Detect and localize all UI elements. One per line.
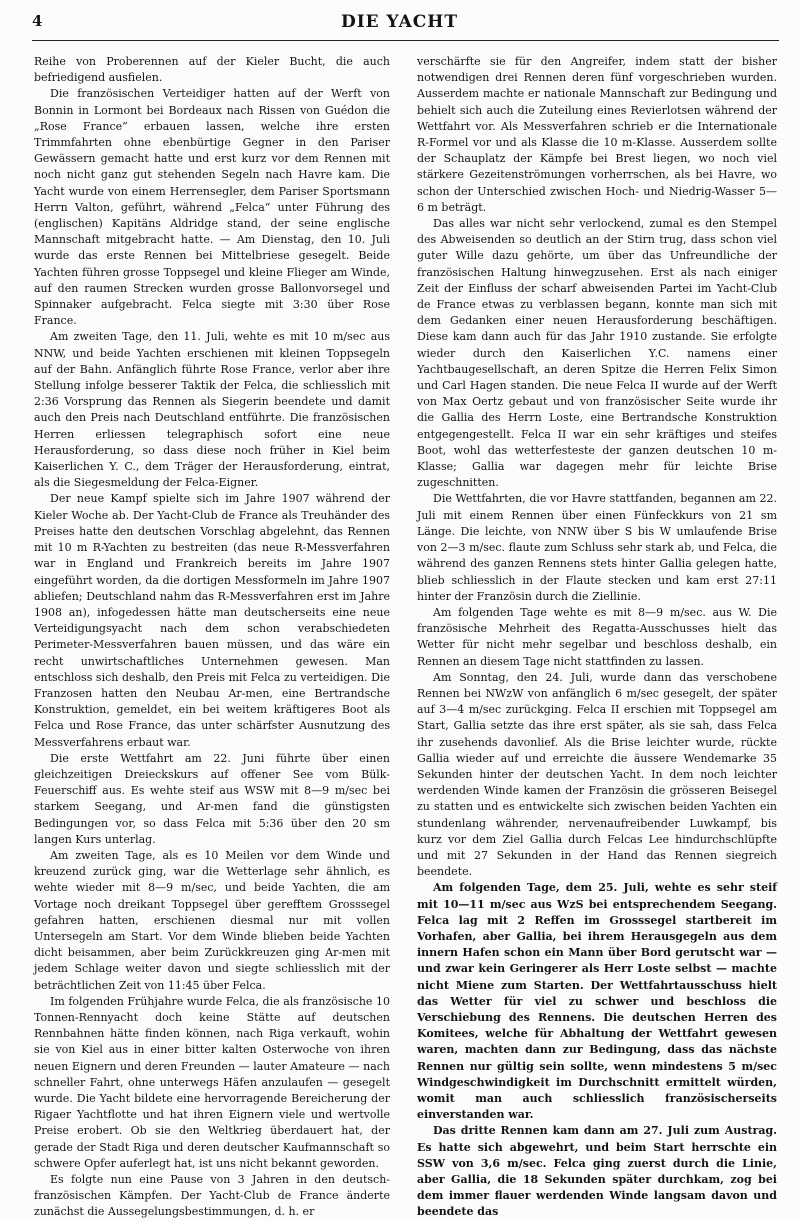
paragraph: Das alles war nicht sehr verlockend, zumal es den Stempel des Abweisenden so deutlich an der Stirn trug, dass schon viel guter Wille dazu gehörte, um über das Unfreundliche der französischen Haltung hinwegzusehen. Erst als nach einiger Zeit der Einfluss der scharf abweisenden Partei im Yacht-Club de France etwas zu verblassen begann, konnte man sich mit dem Gedanken einer neuen Herausforderung beschäftigen. Diese kam dann auch für das Jahr 1910 zustande. Sie erfolgte wieder durch den Kaiserlichen Y.C. namens einer Yachtbaugesellschaft, an deren Spitze die Herren Felix Simon und Carl Hagen standen. Die neue Felca II wurde auf der Werft von Max Oertz gebaut und von französischer Seite wurde ihr die Gallia des Herrn Loste, eine Bertrandsche Konstruktion entgegengestellt. Felca II war ein sehr kräftiges und steifes Boot, wohl das wetterfesteste der ganzen deutschen 10 m-Klasse; Gallia war dagegen mehr für leichte Brise zugeschnitten. [417,217,777,490]
paragraph: Am folgenden Tage wehte es mit 8—9 m/sec. aus W. Die französische Mehrheit des Regatta-Ausschusses hielt das Wetter für nicht mehr segelbar und beschloss deshalb, ein Rennen an diesem Tage nicht stattfinden zu lassen. [417,605,777,668]
header-rule [32,40,779,41]
paragraph: verschärfte sie für den Angreifer, indem statt der bisher notwendigen drei Rennen deren fünf vorgeschrieben wurden. Ausserdem machte er nationale Mannschaft zur Bedingung und behielt sich auch die Zuteilung eines Revierlotsen während der Wettfahrt vor. Als Messverfahren schrieb er die Internationale R-Formel vor und als Klasse die 10 m-Klasse. Ausserdem sollte der Schauplatz der Kämpfe bei Brest liegen, wo noch viel stärkere Gezeitenströmungen vorherrschen, als bei Havre, wo schon der Unterschied zwischen Hoch- und Niedrig-Wasser 5—6 m beträgt. [417,55,777,214]
paragraph: Am Sonntag, den 24. Juli, wurde dann das verschobene Rennen bei NWzW von anfänglich 6 m/sec gesegelt, der später auf 3—4 m/sec zurückging. Felca II erschien mit Toppsegel am Start, Gallia setzte das ihre erst später, als sie sah, dass Felca ihr zusehends davonlief. Als die Brise leichter wurde, rückte Gallia wieder auf und erreichte die äussere Wendemarke 35 Sekunden hinter der deutschen Yacht. In dem noch leichter werdenden Winde kamen der Französin die grösseren Beisegel zu statten und es entwickelte sich zwischen beiden Yachten ein stundenlang währender, nervenaufreibender Luwkampf, bis kurz vor dem Ziel Gallia durch Felcas Lee hindurchschlüpfte und mit 27 Sekunden in der Hand das Rennen siegreich beendete. [417,670,777,879]
paragraph: Am folgenden Tage, dem 25. Juli, wehte es sehr steif mit 10—11 m/sec aus WzS bei entsprechendem Seegang. Felca lag mit 2 Reffen im Grosssegel startbereit im Vorhafen, aber Gallia, bei ihrem Herausgegeln aus dem innern Hafen schon ein Mann über Bord gerutscht war — und zwar kein Geringerer als Herr Loste selbst — machte nicht Miene zum Starten. Der Wettfahrtausschuss hielt das Wetter für viel zu schwer und beschloss die Verschiebung des Rennens. Die deutschen Herren des Komitees, welche für Abhaltung der Wettfahrt gewesen waren, machten dann zur Bedingung, dass das nächste Rennen nur gültig sein sollte, wenn mindestens 5 m/sec Windgeschwindigkeit im Durchschnitt ermittelt würden, womit man auch schliesslich französischerseits einverstanden war. [417,881,777,1122]
paragraph: Das dritte Rennen kam dann am 27. Juli zum Austrag. Es hatte sich abgewehrt, und beim Start herrschte ein SSW von 3,6 m/sec. Felca ging zuerst durch die Linie, aber Gallia, die 18 Sekunden später durchkam, zog bei dem immer flauer werdenden Winde langsam davon und beendete das [417,1124,777,1219]
article-body [34,54,777,1219]
paragraph: Am zweiten Tage, den 11. Juli, wehte es mit 10 m/sec aus NNW, und beide Yachten erschienen mit kleinen Toppsegeln auf der Bahn. Anfänglich führte Rose France, verlor aber ihre Stellung infolge besserer Taktik der Felca, die schliesslich mit 2:36 Vorsprung das Rennen als Siegerin beendete und damit auch den Preis nach Deutschland entführte. Die französischen Herren erliessen telegraphisch sofort eine neue Herausforderung, so dass diese noch früher in Kiel beim Kaiserlichen Y. C., dem Träger der Herausforderung, eintrat, als die Siegesmeldung der Felca-Eigner. [34,330,390,490]
left-column [34,54,390,1219]
paragraph: Die französischen Verteidiger hatten auf der Werft von Bonnin in Lormont bei Bordeaux nach Rissen von Guédon die „Rose France“ erbauen lassen, welche ihre ersten Trimmfahrten ohne ebenbürtige Gegner in den Pariser Gewässern gemacht hatte und erst kurz vor dem Rennen mit noch nicht ganz gut stehenden Segeln nach Havre kam. Die Yacht wurde von einem Herrensegler, dem Pariser Sportsmann Herrn Valton, geführt, während „Felca“ unter Führung des (englischen) Kapitäns Aldridge stand, der seine englische Mannschaft mitgebracht hatte. — Am Dienstag, den 10. Juli wurde das erste Rennen bei Mittelbriese gesegelt. Beide Yachten führen grosse Toppsegel und kleine Flieger am Winde, auf den raumen Strecken wurden grosse Ballonvorsegel und Spinnaker aufgebracht. Felca siegte mit 3:30 über Rose France. [34,87,390,328]
paragraph: Im folgenden Frühjahre wurde Felca, die als französische 10 Tonnen-Rennyacht doch keine Stätte auf deutschen Rennbahnen hätte finden können, nach Riga verkauft, wohin sie von Kiel aus in einer bitter kalten Osterwoche von ihren neuen Eignern und deren Freunden — lauter Amateure — nach schneller Fahrt, ohne unterwegs Häfen anzulaufen — gesegelt wurde. Die Yacht bildete eine hervorragende Bereicherung der Rigaer Yachtflotte und hat ihren Eignern viele und wertvolle Preise erobert. Ob sie den Weltkrieg überdauert hat, der gerade der Stadt Riga und deren deutscher Kaufmannschaft so schwere Opfer auferlegt hat, ist uns nicht bekannt geworden. [34,994,390,1170]
paragraph: Der neue Kampf spielte sich im Jahre 1907 während der Kieler Woche ab. Der Yacht-Club de France als Treuhänder des Preises hatte den deutschen Vorschlag abgelehnt, das Rennen mit 10 m R-Yachten zu bestreiten (das neue R-Messverfahren war in England und Frankreich bereits im Jahre 1907 eingeführt worden, da die dortigen Messformeln im Jahre 1907 abliefen; Deutschland nahm das R-Messverfahren erst im Jahre 1908 an), infogedessen hätte man deutscherseits eine neue Verteidigungsyacht nach dem schon verabschiedeten Perimeter-Messverfahren bauen müssen, und das wäre ein recht unwirtschaftliches Unternehmen gewesen. Man entschloss sich deshalb, den Preis mit Felca zu verteidigen. Die Franzosen hatten den Neubau Ar-men, eine Bertrandsche Konstruktion, gemeldet, ein bei weitem kräftigeres Boot als Felca und Rose France, das unter schärfster Ausnutzung des Messverfahrens erbaut war. [34,492,390,749]
page-title: DIE YACHT [340,12,459,32]
paragraph: Reihe von Proberennen auf der Kieler Bucht, die auch befriedigend ausfielen. [34,55,390,85]
page-number: 4 [32,12,43,30]
right-column [417,54,777,1219]
paragraph: Am zweiten Tage, als es 10 Meilen vor dem Winde und kreuzend zurück ging, war die Wetterlage sehr ähnlich, es wehte wieder mit 8—9 m/sec, und beide Yachten, die am Vortage noch dreikant Toppsegel über gerefftem Grosssegel gefahren hatten, erschienen diesmal nur mit vollen Untersegeln am Start. Vor dem Winde blieben beide Yachten dicht beisammen, aber beim Zurückkreuzen ging Ar-men mit jedem Schlage weiter davon und siegte schliesslich mit der beträchtlichen Zeit von 11:45 über Felca. [34,848,390,992]
paragraph: Die Wettfahrten, die vor Havre stattfanden, begannen am 22. Juli mit einem Rennen über einen Fünfeckkurs von 21 sm Länge. Die leichte, von NNW über S bis W umlaufende Brise von 2—3 m/sec. flaute zum Schluss sehr stark ab, und Felca, die während des ganzen Rennens stets hinter Gallia gelegen hatte, blieb schliesslich in der Flaute stecken und kam erst 27:11 hinter der Französin durch die Ziellinie. [417,492,777,603]
paragraph: Die erste Wettfahrt am 22. Juni führte über einen gleichzeitigen Dreieckskurs auf offener See vom Bülk-Feuerschiff aus. Es wehte steif aus WSW mit 8—9 m/sec bei starkem Seegang, und Ar-men fand die günstigsten Bedingungen vor, so dass Felca mit 5:36 über den 20 sm langen Kurs unterlag. [34,751,390,846]
paragraph: Es folgte nun eine Pause von 3 Jahren in den deutsch-französischen Kämpfen. Der Yacht-Club de France änderte zunächst die Aussegelungsbestimmungen, d. h. er [34,1173,390,1219]
